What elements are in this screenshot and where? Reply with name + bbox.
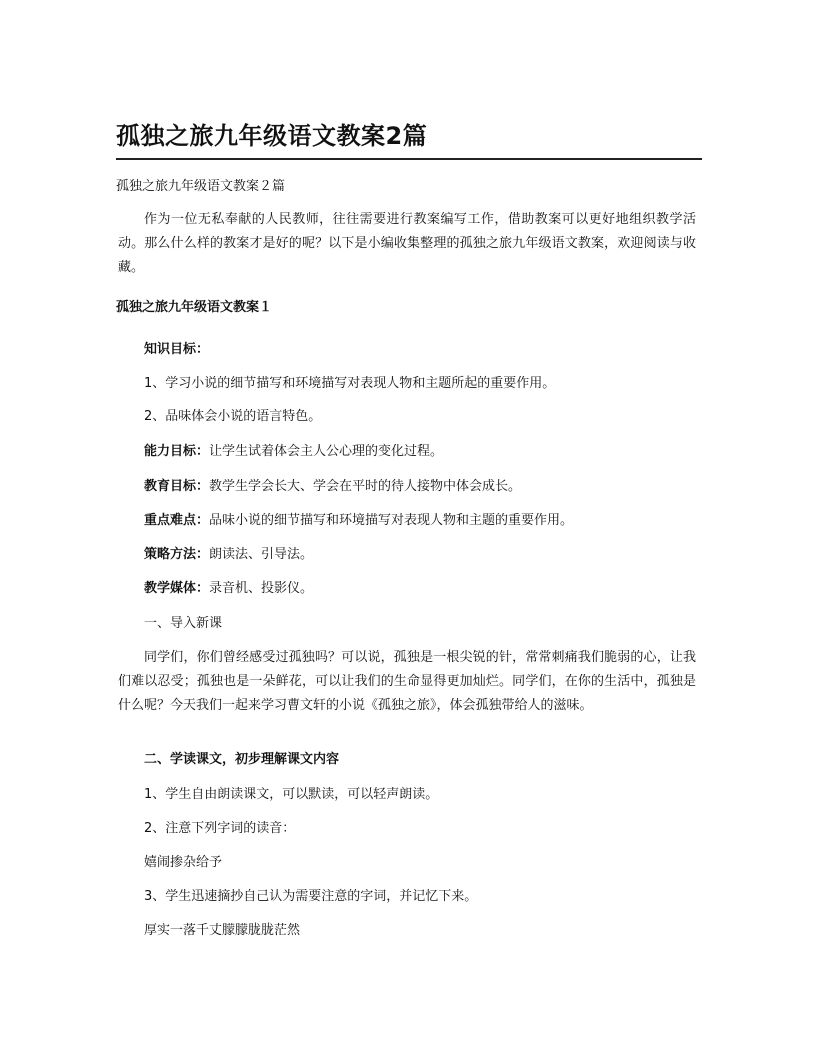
key-difficulty-label: 重点难点： xyxy=(144,513,210,528)
document-title: 孤独之旅九年级语文教案2篇 xyxy=(116,122,428,150)
key-difficulty-text: 品味小说的细节描写和环境描写对表现人物和主题的重要作用。 xyxy=(209,513,574,528)
ability-goal xyxy=(144,443,443,461)
knowledge-item-2: 2、品味体会小说的语言特色。 xyxy=(144,409,322,424)
step-2-item-2: 2、注意下列字词的读音： xyxy=(144,821,296,836)
step-1-paragraph: 同学们，你们曾经感受过孤独吗？可以说，孤独是一根尖锐的针，常常刺痛我们脆弱的心，让我们难以忍受；孤独也是一朵鲜花，可以让我们的生命显得更加灿烂。同学们，在你的生活中，孤独是什么呢？今天我们一起来学习曹文轩的小说《孤独之旅》，体会孤独带给人的滋味。 xyxy=(118,650,696,713)
key-difficulty xyxy=(144,512,573,530)
step-2-item-3: 3、学生迅速摘抄自己认为需要注意的字词，并记忆下来。 xyxy=(144,889,478,904)
word-list-1: 嬉闹掺杂给予 xyxy=(144,855,223,870)
step-2-heading: 二、学读课文，初步理解课文内容 xyxy=(144,752,340,767)
media-label: 教学媒体： xyxy=(144,581,210,596)
strategy xyxy=(144,546,313,564)
ability-goal-text: 让学生试着体会主人公心理的变化过程。 xyxy=(209,444,444,459)
section-heading-1: 孤独之旅九年级语文教案１ xyxy=(116,300,273,315)
title-divider xyxy=(116,158,702,160)
education-goal-text: 教学生学会长大、学会在平时的待人接物中体会成长。 xyxy=(209,479,522,494)
education-goal xyxy=(144,478,521,496)
teaching-media xyxy=(144,580,313,598)
strategy-label: 策略方法： xyxy=(144,547,210,562)
media-text: 录音机、投影仪。 xyxy=(209,581,314,596)
word-list-2: 厚实一落千丈朦朦胧胧茫然 xyxy=(144,923,301,938)
strategy-text: 朗读法、引导法。 xyxy=(209,547,314,562)
education-goal-label: 教育目标： xyxy=(144,479,210,494)
ability-goal-label: 能力目标： xyxy=(144,444,210,459)
intro-paragraph: 作为一位无私奉献的人民教师，往往需要进行教案编写工作，借助教案可以更好地组织教学活动。那么什么样的教案才是好的呢？以下是小编收集整理的孤独之旅九年级语文教案，欢迎阅读与收藏。 xyxy=(118,212,696,275)
knowledge-goal-label: 知识目标： xyxy=(144,342,210,357)
document-subtitle: 孤独之旅九年级语文教案２篇 xyxy=(116,179,286,194)
step-2-item-1: 1、学生自由朗读课文，可以默读，可以轻声朗读。 xyxy=(144,787,439,802)
step-1-heading: 一、导入新课 xyxy=(144,616,223,631)
knowledge-item-1: 1、学习小说的细节描写和环境描写对表现人物和主题所起的重要作用。 xyxy=(144,376,556,391)
